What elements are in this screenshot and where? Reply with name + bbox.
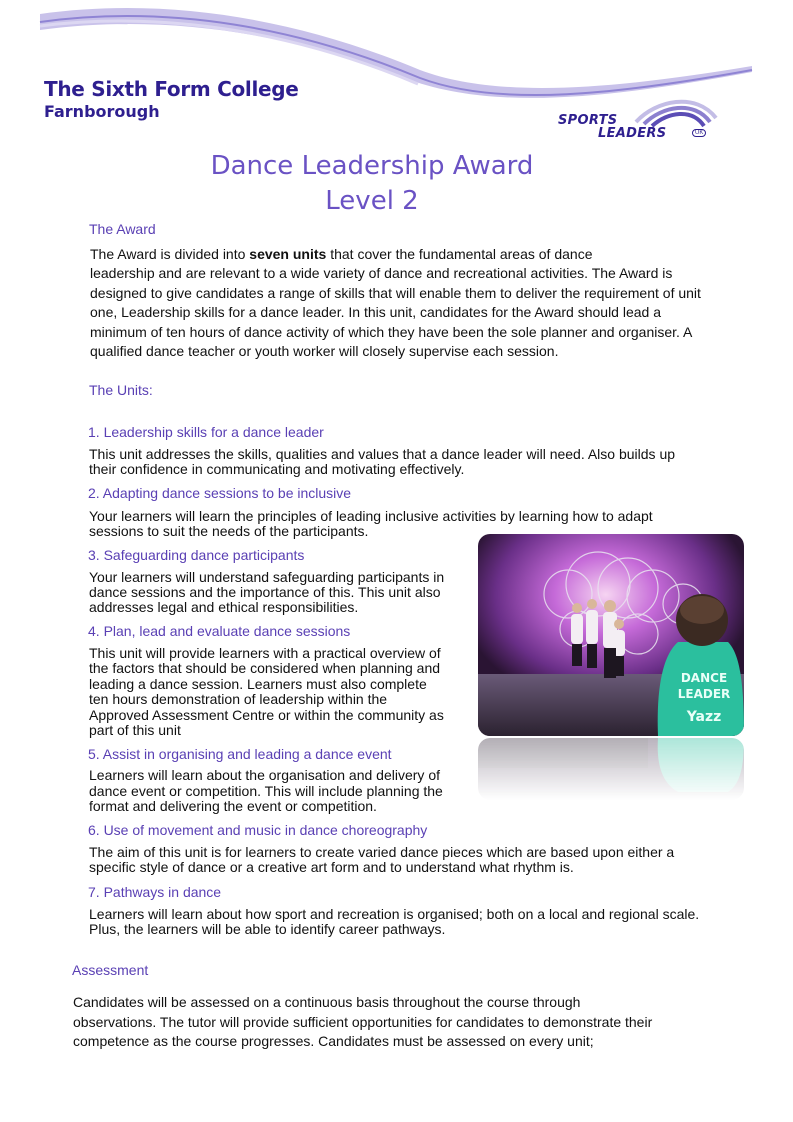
shirt-name-text: Yazz [686,709,722,725]
unit-text: This unit addresses the skills, qualities and values that a dance leader will need. Also builds up [89,446,676,462]
unit-text: sessions to suit the needs of the participants. [89,523,369,539]
assessment-line: observations. The tutor will provide sufficient opportunities for candidates to demonstrate their [73,1014,653,1030]
award-intro-after: that cover the fundamental areas of dance [326,246,593,262]
unit-text: dance event or competition. This will include planning the [89,783,443,799]
college-name [44,76,299,122]
unit-text: part of this unit [89,722,181,738]
award-line: one, Leadership skills for a dance leader. In this unit, candidates for the Award should lead a [90,304,661,320]
logo-badge-uk: UK [692,129,706,137]
page-title: Dance Leadership Award [210,151,534,181]
unit-title: 5. Assist in organising and leading a dance event [88,746,392,762]
unit-text: Your learners will learn the principles of leading inclusive activities by learning how to adapt [89,508,653,524]
logo-word-sports: SPORTS [558,113,618,128]
unit-text: their confidence in communicating and motivating effectively. [89,461,465,477]
unit-text: Your learners will understand safeguarding participants in [89,569,445,585]
unit-title: 2. Adapting dance sessions to be inclusive [88,485,352,501]
page-subtitle: Level 2 [325,186,419,216]
award-intro-bold: seven units [249,246,327,262]
assessment-line: Candidates will be assessed on a continuous basis throughout the course through [73,994,581,1010]
unit-title: 7. Pathways in dance [88,884,222,900]
dance-photo [478,534,744,736]
unit-text: specific style of dance or a creative art form and to understand what rhythm is. [89,859,574,875]
college-name-line2: Farnborough [44,102,160,121]
award-line: leadership and are relevant to a wide variety of dance and recreational activities. The Award is [90,265,673,281]
award-intro-before: The Award is divided into [90,246,250,262]
assessment-line: competence as the course progresses. Candidates must be assessed on every unit; [73,1033,594,1049]
award-heading: The Award [89,221,156,237]
award-line: qualified dance teacher or youth worker will closely supervise each session. [90,343,559,359]
units-heading: The Units: [89,382,153,398]
assessment-heading: Assessment [72,962,149,978]
shirt-leader-text: LEADER [677,687,731,701]
sports-leaders-logo [556,92,721,142]
unit-text: The aim of this unit is for learners to create varied dance pieces which are based upon either a [89,844,675,860]
award-line: minimum of ten hours of dance activity of which they have been the sole planner and organiser. A [90,324,693,340]
reflection-image [478,738,744,800]
award-line: designed to give candidates a range of skills that will enable them to deliver the requirement of unit [90,285,701,301]
unit-text: leading a dance session. Learners must also complete [89,676,427,692]
unit-text: Approved Assessment Centre or within the community as [89,707,444,723]
unit-text: dance sessions and the importance of this. This unit also [89,584,441,600]
dance-stage-image [478,534,744,736]
unit-text: Plus, the learners will be able to identify career pathways. [89,921,446,937]
unit-text: Learners will learn about the organisation and delivery of [89,767,440,783]
unit-text: Learners will learn about how sport and recreation is organised; both on a local and regional scale. [89,906,700,922]
unit-text: format and delivering the event or competition. [89,798,377,814]
unit-title: 6. Use of movement and music in dance choreography [88,822,428,838]
unit-text: ten hours demonstration of leadership within the [89,691,388,707]
award-intro [90,245,750,264]
unit-title: 1. Leadership skills for a dance leader [88,424,324,440]
unit-title: 4. Plan, lead and evaluate dance sessions [88,623,351,639]
logo-word-leaders: LEADERS [598,126,667,141]
dance-photo-reflection [478,738,744,800]
unit-text: addresses legal and ethical responsibilities. [89,599,359,615]
unit-text: This unit will provide learners with a practical overview of [89,645,441,661]
unit-title: 3. Safeguarding dance participants [88,547,305,563]
college-name-line1: The Sixth Form College [44,77,299,101]
shirt-dance-text: DANCE [680,671,728,685]
unit-text: the factors that should be considered when planning and [89,660,441,676]
